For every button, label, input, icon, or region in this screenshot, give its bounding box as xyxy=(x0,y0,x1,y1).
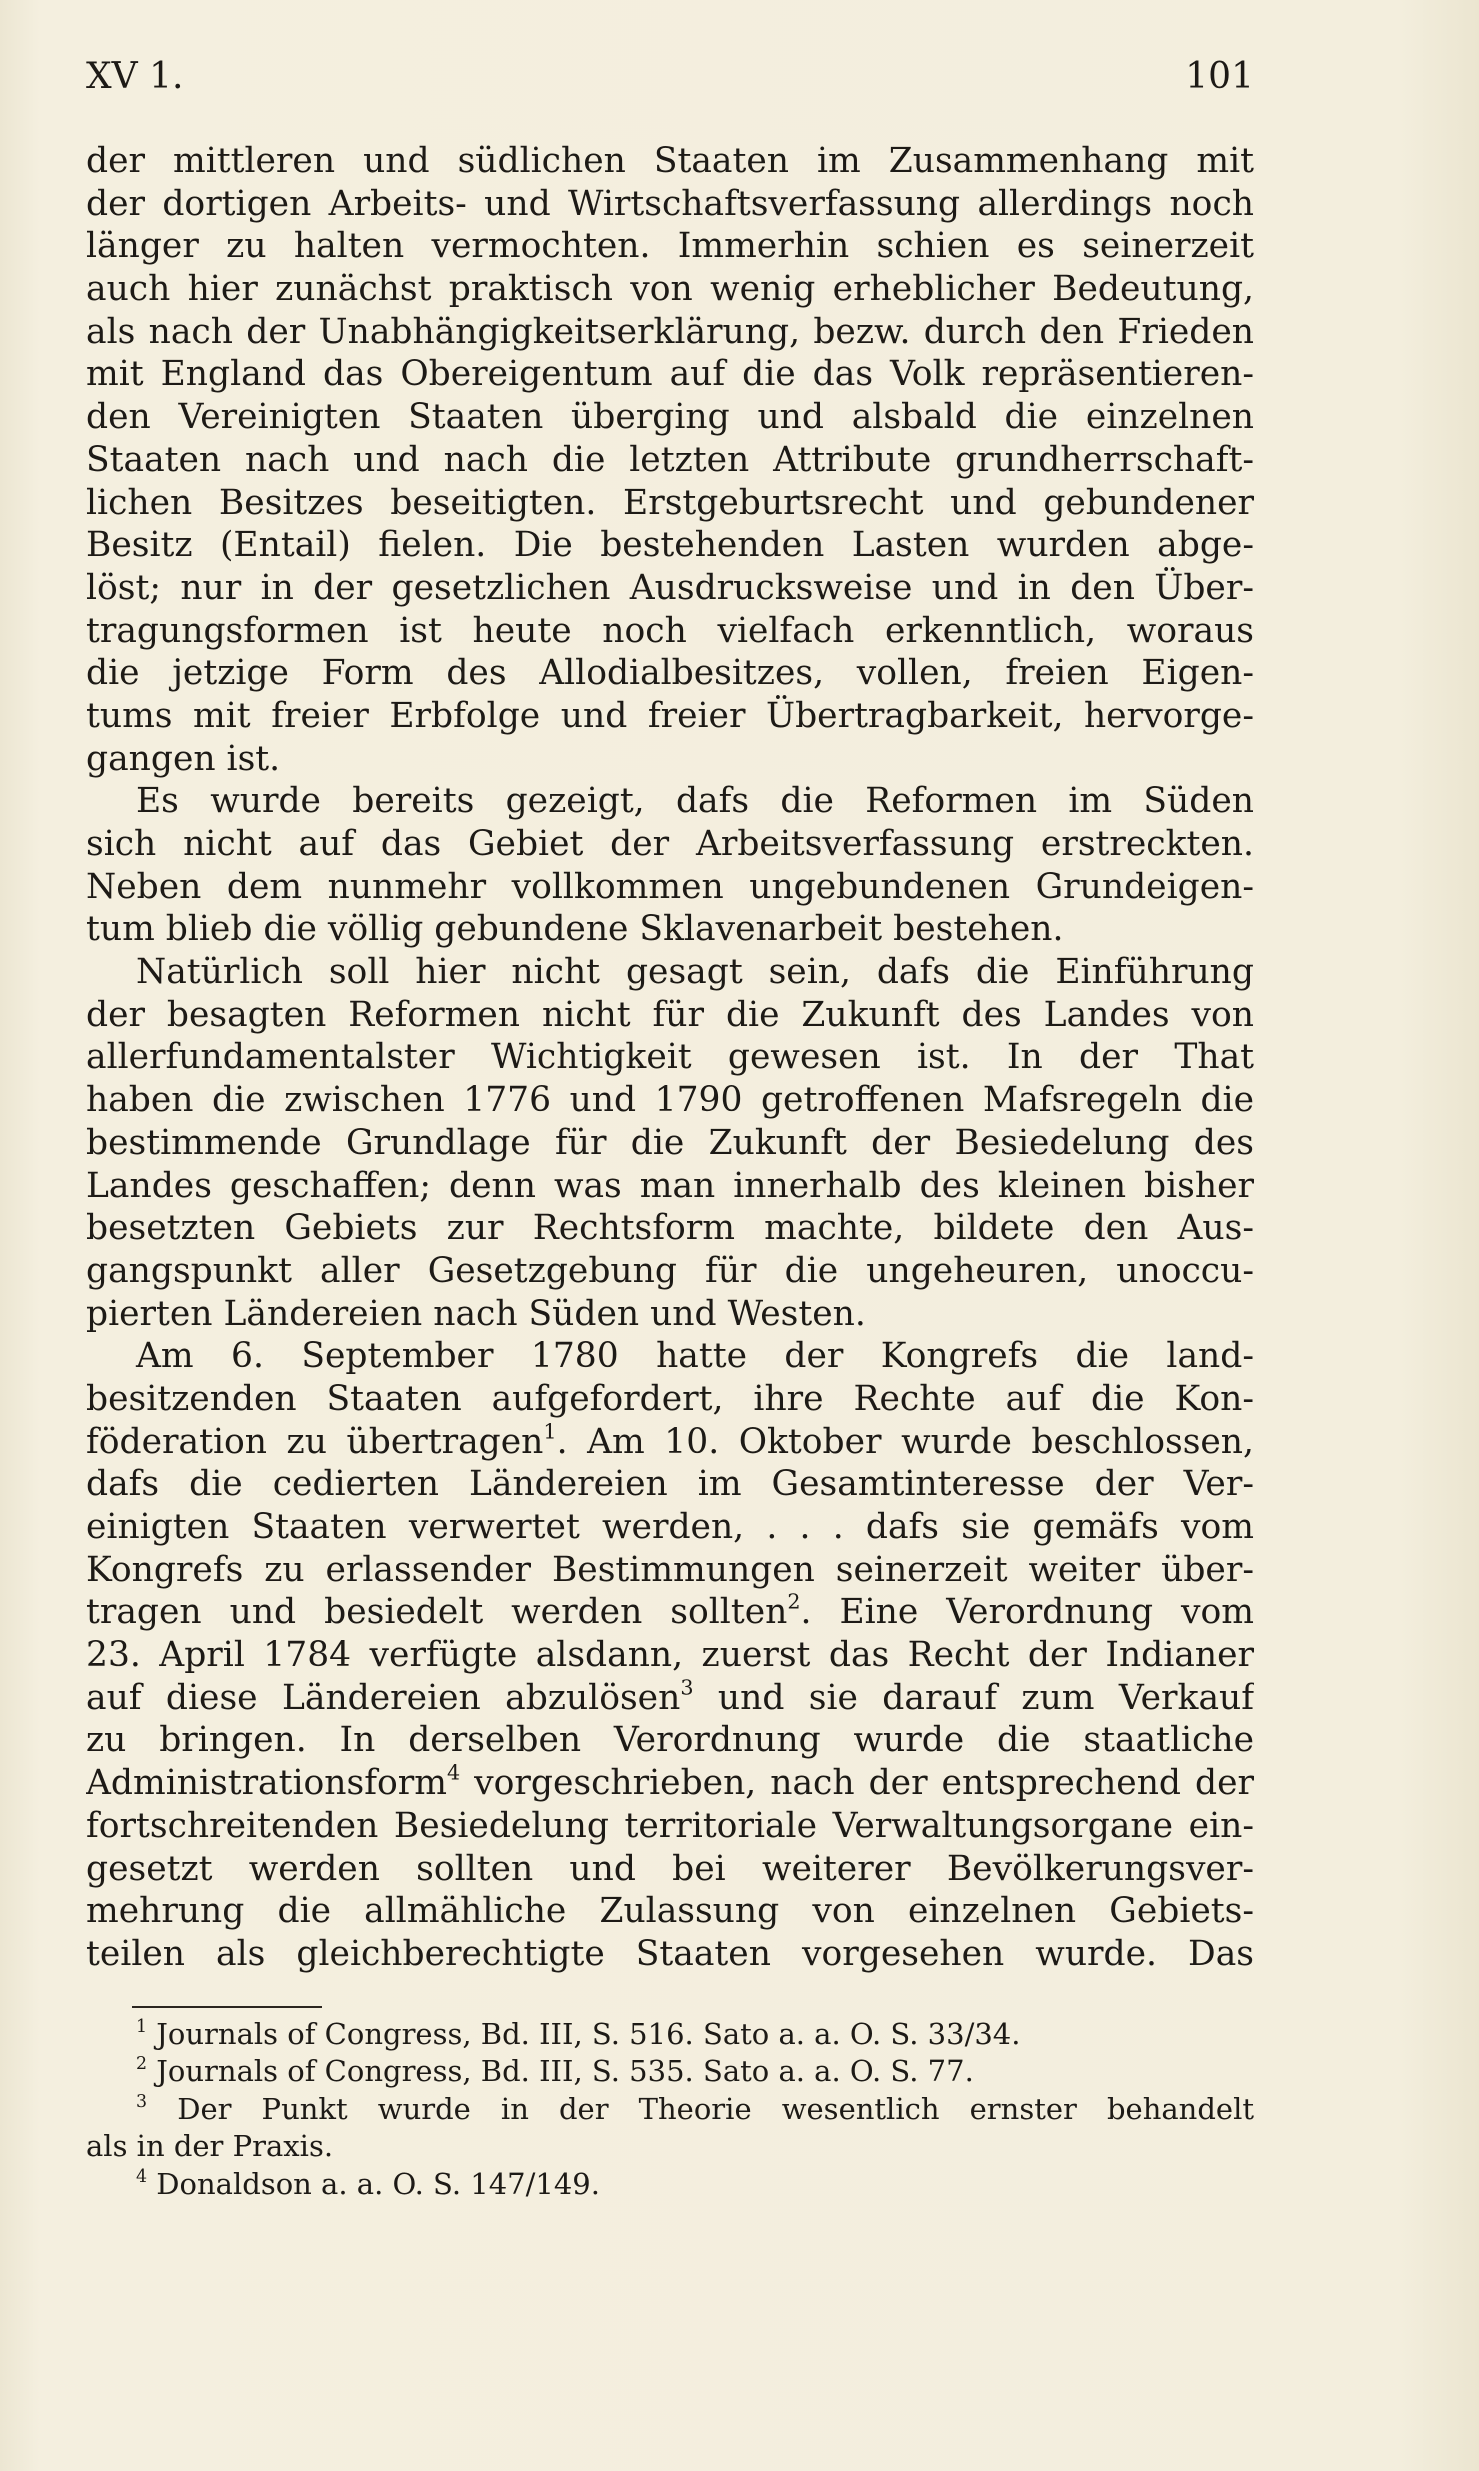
footnotes xyxy=(86,2016,1254,2203)
body-text xyxy=(86,140,1254,1976)
page-number: 101 xyxy=(1185,56,1254,97)
text-line: mehrung die allmähliche Zulassung von einzelnen Gebiets- xyxy=(86,1891,1254,1932)
text-line: gangspunkt aller Gesetzgebung für die ungeheuren, unoccu- xyxy=(86,1250,1254,1291)
text-line: besitzenden Staaten aufgefordert, ihre Rechte auf die Kon- xyxy=(86,1378,1254,1419)
text-line: föderation zu übertragen$^1$. Am 10. Oktober wurde beschlossen, xyxy=(86,1420,1254,1462)
text-line: besetzten Gebiets zur Rechtsform machte, bildete den Aus- xyxy=(86,1208,1254,1249)
footnote-1: $^1$ Journals of Congress, Bd. III, S. 516. Sato a. a. O. S. 33/34. xyxy=(136,2016,1021,2051)
text-line: gesetzt werden sollten und bei weiterer Bevölkerungsver- xyxy=(86,1848,1254,1889)
text-line: tragen und besiedelt werden sollten$^2$. Eine Verordnung vom xyxy=(86,1591,1254,1633)
text-line: Administrationsform$^4$ vorgeschrieben, nach der entsprechend der xyxy=(86,1762,1254,1804)
text-line: Natürlich soll hier nicht gesagt sein, dafs die Einführung xyxy=(136,952,1254,993)
text-line: teilen als gleichberechtigte Staaten vorgesehen wurde. Das xyxy=(86,1933,1254,1974)
footnote-3-continued: als in der Praxis. xyxy=(86,2129,334,2164)
text-line: tum blieb die völlig gebundene Sklavenarbeit bestehen. xyxy=(86,909,1064,950)
text-line: dafs die cedierten Ländereien im Gesamtinteresse der Ver- xyxy=(86,1464,1254,1505)
text-line: Besitz (Entail) fielen. Die bestehenden Lasten wurden abge- xyxy=(86,525,1254,566)
footnote-ref-3: 3 xyxy=(680,1676,694,1700)
text-line: löst; nur in der gesetzlichen Ausdrucksweise und in den Über- xyxy=(86,567,1254,608)
text-line: auch hier zunächst praktisch von wenig erheblicher Bedeutung, xyxy=(86,269,1254,310)
text-line: haben die zwischen 1776 und 1790 getroffenen Mafsregeln die xyxy=(86,1080,1254,1121)
footnote-ref-4: 4 xyxy=(446,1762,461,1785)
text-line: einigten Staaten verwertet werden, . . . dafs sie gemäfs vom xyxy=(86,1507,1254,1547)
text-line: länger zu halten vermochten. Immerhin schien es seinerzeit xyxy=(86,226,1254,267)
text-line: als nach der Unabhängigkeitserklärung, bezw. durch den Frieden xyxy=(86,311,1254,352)
text-line: auf diese Ländereien abzulösen$^3$ und sie darauf zum Verkauf xyxy=(86,1676,1254,1718)
text-line: Am 6. September 1780 hatte der Kongrefs die land- xyxy=(136,1336,1254,1377)
text-line: zu bringen. In derselben Verordnung wurde die staatliche xyxy=(86,1720,1254,1761)
text-line: lichen Besitzes beseitigten. Erstgeburtsrecht und gebundener xyxy=(86,482,1254,523)
text-line: Staaten nach und nach die letzten Attribute grundherrschaft- xyxy=(86,439,1254,480)
footnote-2: $^2$ Journals of Congress, Bd. III, S. 535. Sato a. a. O. S. 77. xyxy=(136,2054,974,2089)
text-line: der besagten Reformen nicht für die Zukunft des Landes von xyxy=(86,994,1254,1035)
running-header xyxy=(86,56,1254,106)
text-line: den Vereinigten Staaten überging und alsbald die einzelnen xyxy=(86,397,1254,438)
text-line: Neben dem nunmehr vollkommen ungebundenen Grundeigen- xyxy=(86,866,1254,907)
text-line: mit England das Obereigentum auf die das Volk repräsentieren- xyxy=(86,354,1254,395)
text-line: pierten Ländereien nach Süden und Westen. xyxy=(86,1293,866,1334)
text-line: sich nicht auf das Gebiet der Arbeitsverfassung erstreckten. xyxy=(86,824,1254,864)
text-line: tragungsformen ist heute noch vielfach erkenntlich, woraus xyxy=(86,610,1254,651)
text-line: Landes geschaffen; denn was man innerhalb des kleinen bisher xyxy=(86,1165,1254,1206)
section-label: XV 1. xyxy=(86,56,184,97)
text-line: gangen ist. xyxy=(86,738,281,779)
footnote-ref-1: 1 xyxy=(543,1420,557,1444)
footnote-divider xyxy=(132,2006,322,2008)
text-line: die jetzige Form des Allodialbesitzes, vollen, freien Eigen- xyxy=(86,653,1254,694)
text-line: allerfundamentalster Wichtigkeit gewesen ist. In der That xyxy=(86,1037,1254,1078)
footnote-ref-2: 2 xyxy=(787,1591,801,1614)
text-line: bestimmende Grundlage für die Zukunft der Besiedelung des xyxy=(86,1122,1254,1163)
text-line: der mittleren und südlichen Staaten im Zusammenhang mit xyxy=(86,141,1254,181)
footnote-3: $^3$ Der Punkt wurde in der Theorie wesentlich ernster behandelt xyxy=(136,2091,1255,2126)
text-line: Es wurde bereits gezeigt, dafs die Reformen im Süden xyxy=(136,781,1254,822)
text-line: der dortigen Arbeits- und Wirtschaftsverfassung allerdings noch xyxy=(86,183,1254,224)
text-line: 23. April 1784 verfügte alsdann, zuerst das Recht der Indianer xyxy=(86,1635,1254,1676)
text-line: Kongrefs zu erlassender Bestimmungen seinerzeit weiter über- xyxy=(86,1549,1254,1590)
text-line: tums mit freier Erbfolge und freier Übertragbarkeit, hervorge- xyxy=(86,695,1254,736)
text-line: fortschreitenden Besiedelung territoriale Verwaltungsorgane ein- xyxy=(86,1805,1254,1846)
footnote-4: $^4$ Donaldson a. a. O. S. 147/149. xyxy=(136,2166,600,2201)
